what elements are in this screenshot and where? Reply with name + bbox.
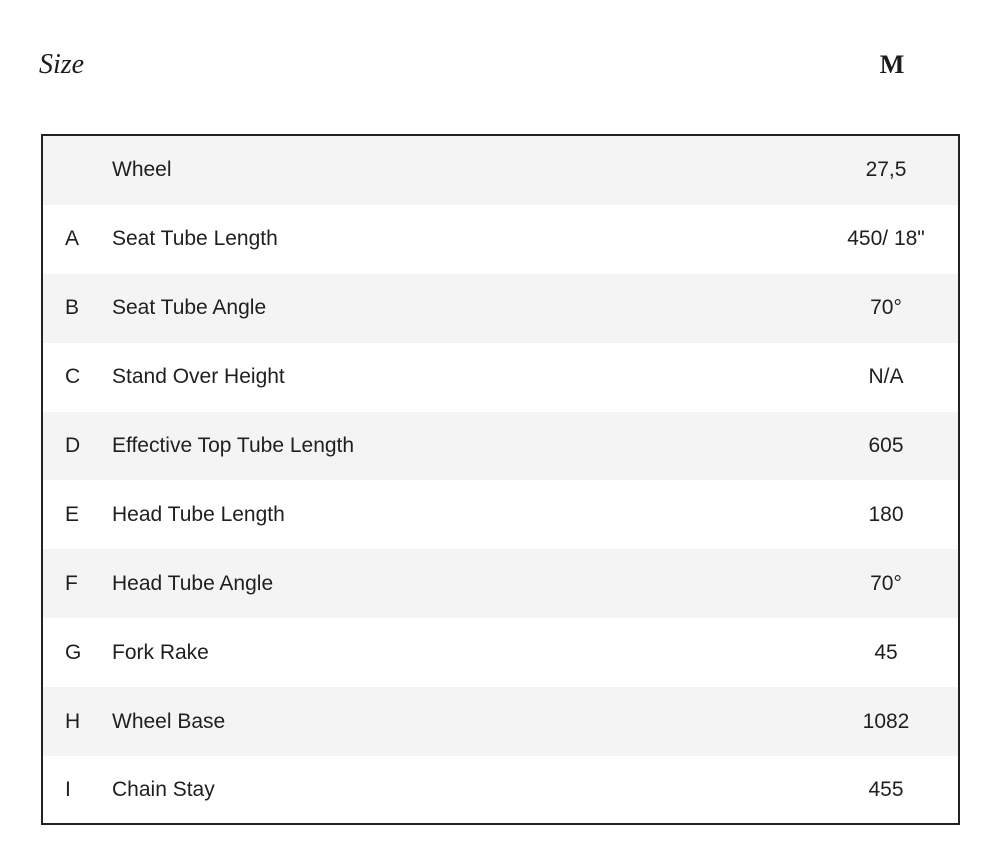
row-label: Wheel <box>112 158 172 182</box>
row-label: Head Tube Length <box>112 502 285 526</box>
table-row-effective-top-tube-length <box>43 412 958 481</box>
row-letter: B <box>65 296 80 320</box>
row-value: 1082 <box>862 709 910 733</box>
table-row-head-tube-angle <box>43 549 958 618</box>
row-letter: E <box>65 502 80 526</box>
row-letter: G <box>65 640 82 664</box>
table-row-head-tube-length <box>43 480 958 549</box>
row-value: N/A <box>868 365 904 389</box>
row-label: Wheel Base <box>112 709 226 733</box>
table-row-fork-rake <box>43 618 958 687</box>
table-row-seat-tube-length <box>43 205 958 274</box>
geometry-table <box>41 134 960 825</box>
row-label: Chain Stay <box>112 778 215 802</box>
row-value: 180 <box>868 502 904 526</box>
row-label: Seat Tube Length <box>112 227 278 251</box>
table-row-wheel <box>43 136 958 205</box>
table-row-seat-tube-angle <box>43 274 958 343</box>
row-letter: F <box>65 571 78 595</box>
row-label: Head Tube Angle <box>112 571 274 595</box>
row-letter: I <box>65 778 71 802</box>
row-value: 70° <box>870 571 902 595</box>
row-letter: C <box>65 365 81 389</box>
table-row-chain-stay <box>43 756 958 825</box>
row-value: 455 <box>868 778 904 802</box>
size-header <box>0 0 1000 120</box>
row-letter: H <box>65 709 81 733</box>
row-label: Stand Over Height <box>112 365 285 389</box>
size-value: M <box>879 50 905 79</box>
row-value: 70° <box>870 296 902 320</box>
row-value: 45 <box>874 640 898 664</box>
row-label: Seat Tube Angle <box>112 296 267 320</box>
row-label: Fork Rake <box>112 640 209 664</box>
row-letter: D <box>65 434 81 457</box>
table-row-stand-over-height <box>43 343 958 412</box>
table-row-wheel-base <box>43 687 958 756</box>
row-value: 27,5 <box>865 158 907 182</box>
row-label: Effective Top Tube Length <box>112 434 355 457</box>
size-label: Size <box>39 49 85 80</box>
row-letter: A <box>65 227 80 251</box>
row-value: 450/ 18" <box>847 227 925 251</box>
row-value: 605 <box>868 434 904 457</box>
